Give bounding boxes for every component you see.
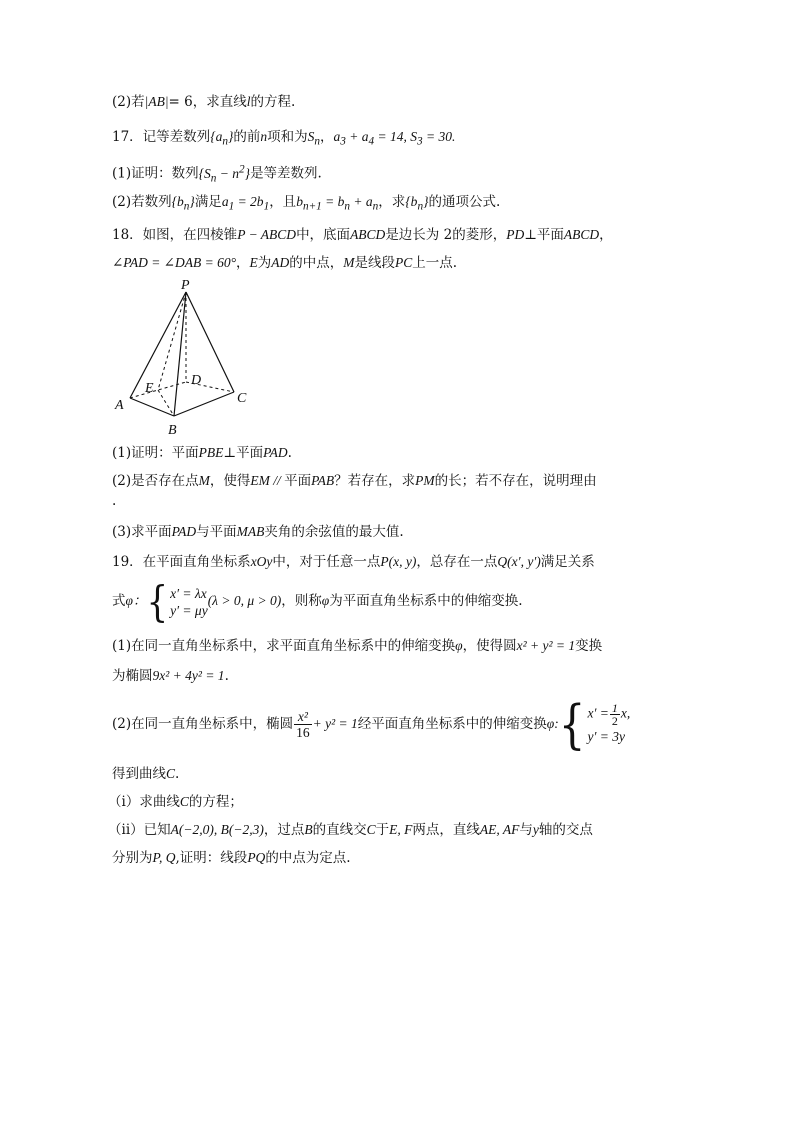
text: 于 xyxy=(375,822,390,838)
text: ， xyxy=(599,227,613,243)
math: + y² = 1 xyxy=(312,716,358,731)
math: φ xyxy=(321,593,330,608)
math-sub: n xyxy=(314,135,320,148)
math-sub: 1 xyxy=(263,200,270,213)
text: (3)求平面 xyxy=(112,524,172,540)
text: 与 xyxy=(519,822,533,838)
line-q18-3 xyxy=(112,522,404,542)
label-e: E xyxy=(145,381,154,396)
math-part: x, xyxy=(620,705,631,721)
math: 9x² + 4y² = 1 xyxy=(152,668,225,683)
math xyxy=(221,194,270,213)
math: |AB| xyxy=(144,94,169,109)
line-q17-1 xyxy=(112,159,322,188)
text: 平面 xyxy=(284,473,312,489)
math xyxy=(296,194,379,213)
line-q18 xyxy=(112,225,613,245)
line-q19-def xyxy=(112,576,523,627)
text: 是线段 xyxy=(354,255,395,271)
text: ， xyxy=(320,129,334,145)
text: 满足关系 xyxy=(540,554,595,570)
fraction-denominator: 16 xyxy=(296,725,310,740)
math-part: {b xyxy=(171,194,184,209)
text: . xyxy=(112,493,117,509)
math-part: + a xyxy=(350,194,373,209)
text: 为 xyxy=(257,255,272,271)
text: 分别为 xyxy=(112,850,153,866)
math: PAD xyxy=(263,445,288,460)
text: 的方程. xyxy=(250,94,296,110)
text: (2)在同一直角坐标系中，椭圆 xyxy=(112,716,294,732)
text: 轴的交点 xyxy=(538,822,593,838)
math-sub: 3 xyxy=(417,135,423,148)
line-q19-2-ii xyxy=(108,820,593,840)
text: ，过点 xyxy=(263,822,305,838)
math: ∠PAD = ∠DAB = 60° xyxy=(112,255,236,270)
math: n xyxy=(260,129,268,144)
math: PAD xyxy=(171,524,197,539)
line-q19-2-i xyxy=(108,792,243,812)
math xyxy=(171,194,195,213)
text: 经平面直角坐标系中的伸缩变换 xyxy=(357,716,547,732)
brace-symbol: { xyxy=(146,576,169,627)
math: P(x, y) xyxy=(380,554,417,569)
label-b: B xyxy=(168,423,177,438)
math xyxy=(307,129,320,148)
math: x² + y² = 1 xyxy=(516,638,576,653)
text: 项和为 xyxy=(267,129,308,145)
text: 的方程； xyxy=(188,794,243,810)
math xyxy=(333,129,456,148)
text: 为椭圆 xyxy=(112,668,153,684)
math: φ: xyxy=(546,716,559,731)
math: MAB xyxy=(236,524,265,539)
text: 夹角的余弦值的最大值. xyxy=(264,524,404,540)
math: PQ xyxy=(247,850,266,865)
line-q18-2 xyxy=(112,471,597,491)
text: ⊥平面 xyxy=(223,445,264,461)
text: 的直线交 xyxy=(312,822,367,838)
math-part: b xyxy=(296,194,303,209)
text: 是等差数列. xyxy=(250,165,322,182)
math: A(−2,0), B(−2,3) xyxy=(170,822,264,837)
text: ，且 xyxy=(269,194,297,210)
text: (1)在同一直角坐标系中，求平面直角坐标系中的伸缩变换 xyxy=(112,638,456,654)
math-part: x′ = xyxy=(587,705,609,721)
label-a: A xyxy=(115,398,124,413)
math: C xyxy=(366,822,376,837)
math-sub: n xyxy=(222,135,228,148)
line-q16-2 xyxy=(112,92,295,112)
text: ，求 xyxy=(378,194,406,210)
math: M xyxy=(198,473,210,488)
math: P − ABCD xyxy=(237,227,297,242)
text: ，总存在一点 xyxy=(416,554,498,570)
math-part: a xyxy=(333,129,341,144)
math: AE, AF xyxy=(479,822,520,837)
text: ， xyxy=(236,255,250,271)
line-q17-2 xyxy=(112,192,500,217)
math: PBE xyxy=(198,445,224,460)
brace-symbol: { xyxy=(558,693,586,755)
line-q19 xyxy=(112,552,595,572)
text: (1)证明：数列 xyxy=(112,165,199,182)
text: ，使得 xyxy=(209,473,251,489)
math: E xyxy=(249,255,258,270)
math: φ xyxy=(455,638,463,653)
line-q18-1 xyxy=(112,443,292,463)
text: 式 xyxy=(112,593,126,609)
pyramid-figure xyxy=(110,278,260,440)
edge-ab xyxy=(130,398,174,416)
fraction-numerator: x² xyxy=(294,709,312,725)
math-sub: n xyxy=(183,200,190,213)
label-d: D xyxy=(191,373,202,388)
text: (1)证明：平面 xyxy=(112,445,199,461)
math-part: } xyxy=(423,194,429,209)
math: φ： xyxy=(125,593,147,608)
line-q17 xyxy=(112,127,455,152)
text: 中，对于任意一点 xyxy=(272,554,381,570)
math-part: } xyxy=(189,194,195,209)
math-part: {S xyxy=(198,165,211,181)
math-sub: 4 xyxy=(368,135,375,148)
text: (2)是否存在点 xyxy=(112,473,199,489)
text: 19．在平面直角坐标系 xyxy=(112,554,251,570)
math: E, F xyxy=(389,822,413,837)
math-sub: n+1 xyxy=(302,200,322,213)
math-part: } xyxy=(244,165,251,181)
math-sub: n xyxy=(344,200,351,213)
math: EM // xyxy=(250,473,285,488)
text: ,证明：线段 xyxy=(175,850,248,866)
math: PD xyxy=(506,227,525,242)
math-part: = b xyxy=(321,194,345,209)
text: . xyxy=(175,766,180,782)
math: PM xyxy=(415,473,435,488)
text: 满足 xyxy=(194,194,222,210)
text: 是边长为 2的菱形， xyxy=(385,227,507,243)
text: . xyxy=(287,445,292,461)
math xyxy=(210,129,234,148)
line-q18-cont xyxy=(112,253,457,273)
math-sup: 2 xyxy=(239,163,245,175)
math: P, Q xyxy=(152,850,176,865)
text: ，则称 xyxy=(281,593,322,609)
text: ⊥平面 xyxy=(524,227,564,243)
text: （i）求曲线 xyxy=(108,794,180,810)
math: PAB xyxy=(311,473,335,488)
math-part: {b xyxy=(405,194,418,209)
text: 两点，直线 xyxy=(412,822,480,838)
text: (2)若数列 xyxy=(112,194,172,210)
math-part: {a xyxy=(210,129,223,144)
fraction xyxy=(294,709,312,740)
text: 18．如图，在四棱锥 xyxy=(112,227,238,243)
text: 的中点， xyxy=(289,255,344,271)
label-c: C xyxy=(237,391,247,406)
text: 的长；若不存在，说明理由 xyxy=(434,473,597,489)
fraction-denominator: 2 xyxy=(611,714,618,728)
line-q19-1 xyxy=(112,636,602,656)
fraction xyxy=(610,702,620,727)
line-q19-2-ii-cont xyxy=(112,848,351,868)
math-part: S xyxy=(307,129,315,144)
math-part: = 2b xyxy=(234,194,264,209)
text: ，使得圆 xyxy=(462,638,517,654)
text: 的前 xyxy=(233,129,261,145)
math-sub: n xyxy=(417,200,424,213)
math xyxy=(198,163,251,185)
text: 中，底面 xyxy=(296,227,351,243)
equation-row xyxy=(587,702,630,727)
equation-row: x′ = λx xyxy=(170,585,207,601)
math xyxy=(405,194,429,213)
math: AD xyxy=(271,255,290,270)
math: ABCD xyxy=(350,227,386,242)
math: Q(x′, y′) xyxy=(497,554,541,569)
line-q19-1-cont xyxy=(112,666,229,686)
equation-system xyxy=(587,702,630,747)
math-part: + a xyxy=(345,129,369,144)
text: （ii）已知 xyxy=(108,822,171,838)
math-part: } xyxy=(227,129,234,144)
text: 上一点. xyxy=(412,255,458,271)
text: 得到曲线 xyxy=(112,766,166,782)
text: ？若存在，求 xyxy=(334,473,416,489)
math: (λ > 0, μ > 0) xyxy=(207,593,282,608)
text: 的中点为定点. xyxy=(265,850,351,866)
math: ABCD xyxy=(563,227,600,242)
line-q18-2-period xyxy=(112,491,116,511)
math-sub: 1 xyxy=(228,200,235,213)
text: . xyxy=(224,668,229,684)
math: y xyxy=(532,822,539,837)
math: C xyxy=(166,766,176,781)
text: 17．记等差数列 xyxy=(112,129,211,145)
text: 变换 xyxy=(575,638,603,654)
edge-bc xyxy=(174,392,234,416)
text: 的通项公式. xyxy=(428,194,501,210)
line-q19-2 xyxy=(112,693,631,755)
math-part: a xyxy=(221,194,229,209)
math: xOy xyxy=(250,554,273,569)
line-q19-2-cont xyxy=(112,764,179,784)
math: M xyxy=(343,255,355,270)
math: l xyxy=(246,94,251,109)
math-part: = 14, S xyxy=(374,129,417,144)
equation-row: y′ = μy xyxy=(170,602,208,618)
math-part: − n xyxy=(216,165,240,181)
equation-row: y′ = 3y xyxy=(587,729,626,744)
math-sub: n xyxy=(210,172,217,185)
math-sub: n xyxy=(372,200,379,213)
math-sub: 3 xyxy=(340,135,346,148)
math: B xyxy=(304,822,313,837)
math: PC xyxy=(395,255,413,270)
text: 为平面直角坐标系中的伸缩变换. xyxy=(329,593,523,609)
text: 与平面 xyxy=(196,524,237,540)
text: = 6，求直线 xyxy=(168,94,247,110)
math-part: = 30. xyxy=(422,129,456,144)
text: (2)若 xyxy=(112,94,145,110)
equation-system xyxy=(170,585,208,619)
fraction-numerator: 1 xyxy=(611,701,618,715)
math: C xyxy=(179,794,189,809)
label-p: P xyxy=(181,278,190,293)
